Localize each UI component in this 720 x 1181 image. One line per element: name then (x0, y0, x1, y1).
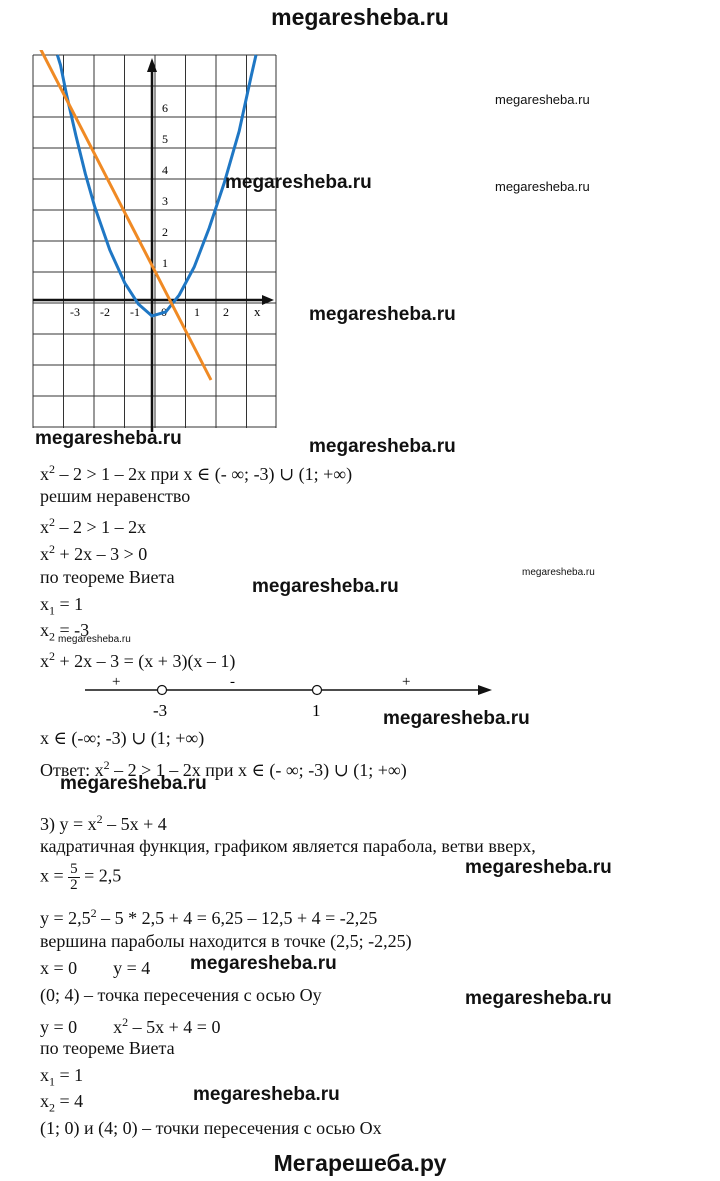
watermark: megaresheba.ru (465, 857, 612, 878)
solution-line: $x_1 = 1$ (40, 594, 84, 618)
y-tick-label: 6 (162, 101, 168, 115)
solution-line: $x_1 = 1$ (40, 1065, 84, 1089)
sign-label: + (402, 674, 411, 690)
sign-label: + (112, 674, 121, 690)
point-label: 1 (312, 701, 321, 720)
solution-line: по теореме Виета (40, 1038, 175, 1058)
solution-line: кадратичная функция, графиком является парабола, ветви вверх, (40, 836, 536, 856)
excluded-point-icon (313, 686, 322, 695)
watermark: megaresheba.ru (495, 92, 590, 107)
solution-line: x = 0 y = 4 (40, 958, 151, 978)
solution-line: $x^2 - 2 > 1 - 2x$ при x ∈ (- ∞; -3) ∪ (1; +∞) (40, 462, 353, 484)
excluded-point-icon (158, 686, 167, 695)
watermark: megaresheba.ru (60, 773, 207, 794)
solution-line: y = 0 $x^2 - 5x + 4 = 0$ (40, 1015, 221, 1037)
solution-line: $y = 2,5^2 - 5 * 2,5 + 4 = 6,25 - 12,5 + 4 = -2,25$ (40, 906, 378, 928)
answer-line: Ответ: $x^2 - 2 > 1 - 2x$ при x ∈ (- ∞; -3) ∪ (1; +∞) (40, 758, 407, 780)
solution-line: $x^2 + 2x - 3 > 0$ (40, 542, 148, 564)
sign-number-line (80, 672, 540, 722)
solution-line: x = $\frac{5}{2}$ = 2,5 (40, 861, 122, 893)
solution-line: (0; 4) – точка пересечения с осью Oy (40, 985, 322, 1005)
x-tick-label: 2 (223, 305, 229, 319)
watermark: megaresheba.ru (35, 428, 182, 449)
watermark: megaresheba.ru (309, 304, 456, 325)
solution-line: $x_2 = -3$ (40, 620, 90, 644)
y-tick-label: 3 (162, 194, 168, 208)
footer-site-title: Мегарешеба.ру (273, 1150, 447, 1176)
x-tick-label: -3 (70, 305, 80, 319)
watermark: megaresheba.ru (495, 179, 590, 194)
x-tick-label: 0 (161, 305, 167, 319)
y-tick-label: 5 (162, 132, 168, 146)
watermark: megaresheba.ru (190, 953, 337, 974)
watermark: megaresheba.ru (252, 576, 399, 597)
solution-line: вершина параболы находится в точке (2,5; -2,25) (40, 931, 412, 951)
solution-line: (1; 0) и (4; 0) – точки пересечения с осью Ox (40, 1118, 382, 1138)
x-tick-label: -2 (100, 305, 110, 319)
x-tick-label: 1 (194, 305, 200, 319)
watermark: megaresheba.ru (309, 436, 456, 457)
watermark: megaresheba.ru (383, 708, 530, 729)
solution-line: $x^2 - 2 > 1 - 2x$ (40, 515, 147, 537)
x-tick-label: -1 (130, 305, 140, 319)
watermark: megaresheba.ru (225, 172, 372, 193)
solution-line: решим неравенство (40, 486, 191, 506)
watermark: megaresheba.ru (522, 567, 595, 578)
solution-line: $x^2 + 2x - 3 = (x + 3)(x - 1)$ (40, 649, 236, 671)
watermark: megaresheba.ru (465, 988, 612, 1009)
watermark: megaresheba.ru (58, 634, 131, 645)
fraction: $\frac{5}{2}$ (70, 861, 78, 893)
x-axis-label: x (254, 304, 261, 319)
y-tick-label: 4 (162, 163, 168, 177)
y-tick-label: 2 (162, 225, 168, 239)
solution-line: по теореме Виета (40, 567, 175, 587)
solution-line: $x_2 = 4$ (40, 1091, 84, 1115)
header-site-title: megaresheba.ru (271, 4, 449, 30)
point-label: -3 (153, 701, 168, 720)
sign-label: - (230, 674, 235, 690)
y-tick-label: 1 (162, 256, 168, 270)
number-line-arrow-icon (478, 685, 492, 695)
function-graph (30, 50, 310, 440)
watermark: megaresheba.ru (193, 1084, 340, 1105)
solution-line: x ∈ (-∞; -3) ∪ (1; +∞) (40, 728, 205, 748)
solution-line: 3) $y = x^2 - 5x + 4$ (40, 812, 167, 834)
